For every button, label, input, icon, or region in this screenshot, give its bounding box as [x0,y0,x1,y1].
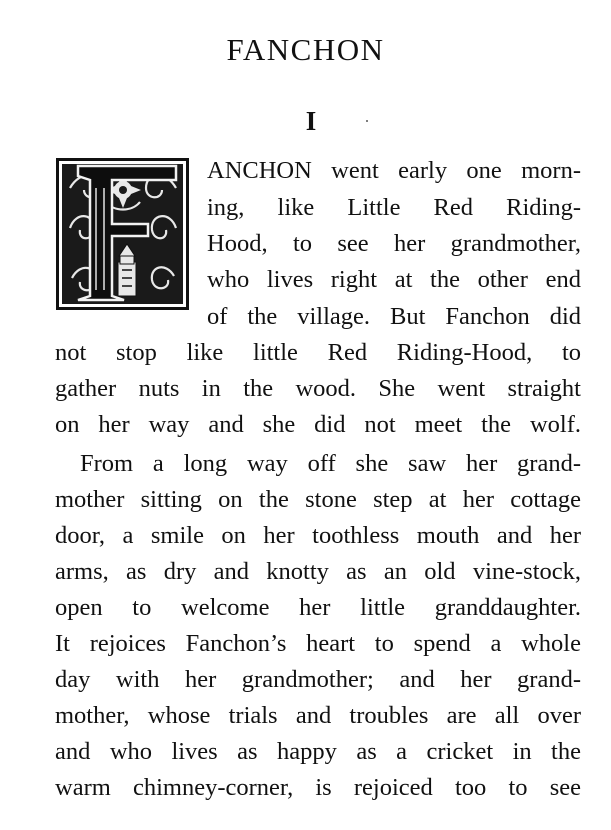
text-line: Hood, to see her grandmother, [207,230,581,257]
text-line: ing, like Little Red Riding- [207,194,581,221]
text-line: of the village. But Fanchon did [207,303,581,330]
text-line: warm chimney-corner, is rejoiced too to see [55,774,581,801]
text-line: who lives right at the other end [207,266,581,293]
text-line: not stop like little Red Riding-Hood, to [55,339,581,366]
print-speck [366,120,368,122]
chapter-number: I [305,106,317,136]
text-line: It rejoices Fanchon’s heart to spend a whole [55,630,581,657]
text-line: door, a smile on her toothless mouth and her [55,522,581,549]
text-line: ANCHON went early one morn- [207,157,581,184]
text-line: arms, as dry and knotty as an old vine-stock, [55,558,581,585]
text-line: on her way and she did not meet the wolf. [55,411,581,438]
paragraph-first-line: From a long way off she saw her grand- [80,450,581,477]
ornamental-initial-icon [56,158,189,310]
text-line: mother sitting on the stone step at her cottage [55,486,581,513]
text-line: and who lives as happy as a cricket in the [55,738,581,765]
text-line: mother, whose trials and troubles are all over [55,702,581,729]
page-title: FANCHON [226,32,385,67]
text-line: gather nuts in the wood. She went straight [55,375,581,402]
text-line: open to welcome her little granddaughter. [55,594,581,621]
text-line: day with her grandmother; and her grand- [55,666,581,693]
